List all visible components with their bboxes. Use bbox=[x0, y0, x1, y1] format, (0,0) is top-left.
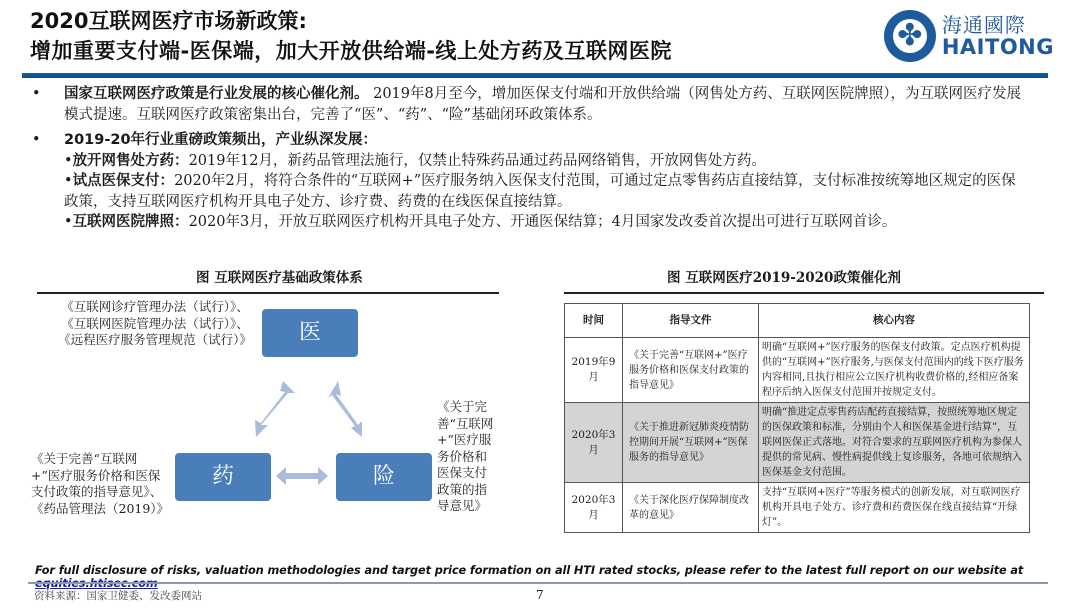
sub-bullet-text: 2020年3月，开放互联网医疗机构开具电子处方、开通医保结算；4月国家发改委首次提出可进行互联网首诊。 bbox=[188, 214, 897, 230]
bullet-item bbox=[30, 84, 1030, 125]
bullet-heading: 国家互联网医疗政策是行业发展的核心催化剂。 bbox=[64, 86, 369, 102]
bullet-list bbox=[30, 84, 1030, 233]
cell-time: 2020年3月 bbox=[565, 403, 623, 483]
header-divider bbox=[22, 73, 1048, 78]
arrow-yi-xian-icon bbox=[328, 381, 362, 437]
slide-header bbox=[30, 6, 672, 66]
bullet-marker: • bbox=[32, 132, 41, 148]
slide-title-line2: 增加重要支付端-医保端，加大开放供给端-线上处方药及互联网医院 bbox=[30, 39, 672, 63]
cell-content: 明确“互联网+”医疗服务的医保支付政策。定点医疗机构提供的“互联网+”医疗服务,与医保支付范围内的线下医疗服务内容相同,且执行相应公立医疗机构收费价格的,经相应备案程序后纳入医保支付范围并按规定支付。 bbox=[759, 338, 1030, 403]
cell-time: 2020年3月 bbox=[565, 483, 623, 533]
disclaimer-body: For full disclosure of risks, valuation methodologies and target price formation on all HTI rated stocks, please refer to the latest full report on our website at bbox=[35, 564, 1024, 577]
logo-chinese-name: 海通國際 bbox=[941, 13, 1026, 37]
sub-bullet-heading: 试点医保支付： bbox=[72, 173, 175, 189]
sub-bullet-text: 2019年12月，新药品管理法施行，仅禁止特殊药品通过药品网络销售，开放网售处方药。 bbox=[188, 152, 766, 169]
left-figure-title: 图 互联网医疗基础政策体系 bbox=[196, 270, 363, 286]
left-figure-rule bbox=[37, 292, 499, 294]
note-xian-policies: 《关于完善“互联网+”医疗服务价格和医保支付政策的指导意见》 bbox=[437, 399, 494, 513]
sub-bullet-item bbox=[30, 171, 1030, 212]
table-row bbox=[565, 338, 1030, 403]
arrow-yi-yao-icon bbox=[255, 381, 295, 437]
bullet-marker: • bbox=[32, 86, 41, 102]
note-yi-policies: 《互联网诊疗管理办法（试行）》、《互联网医院管理办法（试行）》、《远程医疗服务管理规范（试行）》 bbox=[58, 299, 252, 347]
column-header-time: 时间 bbox=[565, 304, 623, 338]
bullet-item bbox=[30, 130, 1030, 151]
logo-english-name: HAITONG bbox=[941, 35, 1054, 59]
table-header-row bbox=[565, 304, 1030, 338]
sub-bullet-text: 2020年2月，将符合条件的“互联网+”医疗服务纳入医保支付范围，可通过定点零售药店直接结算，支付标准按统筹地区规定的医保政策，支持互联网医疗机构开具电子处方、诊疗费、药费的在线医保直接结算。 bbox=[64, 173, 1016, 210]
node-xian: 险 bbox=[336, 453, 432, 501]
node-yao: 药 bbox=[175, 453, 271, 501]
sub-bullet-marker: • bbox=[64, 173, 73, 189]
table-row bbox=[565, 483, 1030, 533]
arrow-yao-xian-icon bbox=[276, 467, 328, 485]
column-header-document: 指导文件 bbox=[623, 304, 759, 338]
right-figure-title: 图 互联网医疗2019-2020政策催化剂 bbox=[667, 270, 901, 286]
cell-content: 明确“推进定点零售药店配药直接结算，按照统筹地区规定的医保政策和标准，分别由个人和医保基金进行结算”，互联网医保正式落地。对符合要求的互联网医疗机构为参保人提供的常见病、慢性病提供线上复诊服务，各地可依规纳入医保基金支付范围。 bbox=[759, 403, 1030, 483]
cell-document: 《关于完善“互联网+”医疗服务价格和医保支付政策的指导意见》 bbox=[623, 338, 759, 403]
bullet-text: 2019年8月至今，增加医保支付端和开放供给端（网售处方药、互联网医院牌照），为互联网医疗发展模式提速。互联网医疗政策密集出台，完善了“医”、“药”、“险”基础闭环政策体系。 bbox=[64, 86, 1021, 123]
page-number: 7 bbox=[536, 588, 544, 602]
cell-content: 支持“互联网+医疗”等服务模式的创新发展，对互联网医疗机构开具电子处方、诊疗费和药费医保在线直接结算“开绿灯”。 bbox=[759, 483, 1030, 533]
sub-bullet-marker: • bbox=[64, 214, 73, 230]
bullet-heading: 2019-20年行业重磅政策频出，产业纵深发展： bbox=[64, 132, 378, 148]
data-source: 资料来源：国家卫健委、发改委网站 bbox=[34, 590, 202, 602]
policy-catalyst-table bbox=[564, 303, 1030, 533]
cell-document: 《关于深化医疗保障制度改革的意见》 bbox=[623, 483, 759, 533]
sub-bullet-item bbox=[30, 151, 1030, 172]
node-yi: 医 bbox=[262, 309, 358, 357]
note-yao-policies: 《关于完善“互联网+”医疗服务价格和医保支付政策的指导意见》、《药品管理法（2019）》 bbox=[31, 451, 170, 516]
cell-document: 《关于推进新冠肺炎疫情防控期间开展“互联网+”医保服务的指导意见》 bbox=[623, 403, 759, 483]
sub-bullet-heading: 放开网售处方药： bbox=[72, 152, 189, 169]
sub-bullet-item bbox=[30, 212, 1030, 233]
sub-bullet-marker: • bbox=[64, 152, 73, 169]
disclaimer-text bbox=[35, 564, 1080, 590]
table-row bbox=[565, 403, 1030, 483]
haitong-logo bbox=[884, 10, 1054, 62]
double-arrow-icons bbox=[35, 295, 535, 550]
haitong-swirl-icon bbox=[884, 10, 936, 62]
cell-time: 2019年9月 bbox=[565, 338, 623, 403]
column-header-content: 核心内容 bbox=[759, 304, 1030, 338]
policy-triangle-diagram bbox=[31, 295, 535, 550]
right-figure-rule bbox=[564, 292, 1044, 294]
slide-title-line1: 2020互联网医疗市场新政策: bbox=[30, 9, 307, 33]
footer-divider bbox=[28, 582, 1048, 584]
sub-bullet-heading: 互联网医院牌照： bbox=[72, 214, 189, 230]
